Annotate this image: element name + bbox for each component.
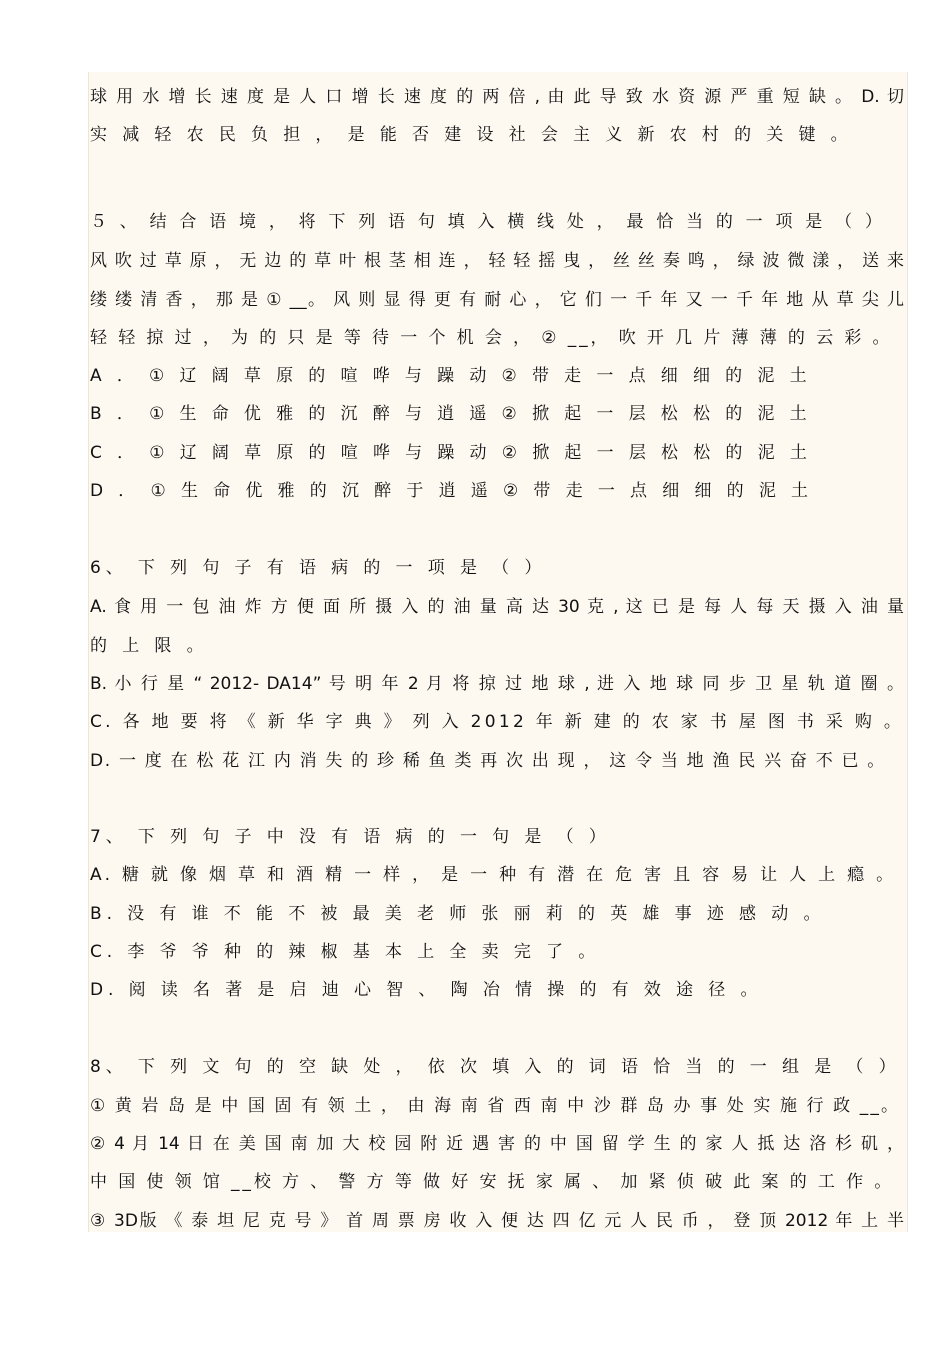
- q6-option-b: B. 小 行 星 “ 2012- DA14” 号 明 年 2 月 将 掠 过 地 球 , 进 入 地 球 同 步 卫 星 轨 道 圈 。: [90, 674, 904, 694]
- question-8-stem: 8、 下 列 文 句 的 空 缺 处 ， 依 次 填 入 的 词 语 恰 当 的 一 组 是 （ ）: [90, 1057, 901, 1077]
- q8-item-3: ③ 3D版 《 泰 坦 尼 克 号 》 首 周 票 房 收 入 便 达 四 亿 元 人 民 币 ， 登 顶 2012 年 上 半: [90, 1211, 904, 1231]
- q6-option-c: C. 各 地 要 将 《 新 华 字 典 》 列 入 2012 年 新 建 的 农 家 书 屋 图 书 采 购 。: [90, 712, 905, 732]
- text-line-4: 风 吹 过 草 原 ， 无 边 的 草 叶 根 茎 相 连 ， 轻 轻 摇 曳 ， 丝 丝 奏 鸣 ， 绿 波 微 漾 ， 送 来: [90, 251, 904, 271]
- q6-option-a: A. 食 用 一 包 油 炸 方 便 面 所 摄 入 的 油 量 高 达 30 克 , 这 已 是 每 人 每 天 摄 入 油 量: [90, 597, 904, 617]
- q5-option-b: B ． ① 生 命 优 雅 的 沉 醉 与 逍 遥 ② 掀 起 一 层 松 松 的 泥 土: [90, 404, 812, 424]
- q7-option-b: B. 没 有 谁 不 能 不 被 最 美 老 师 张 丽 莉 的 英 雄 事 迹 感 动 。: [90, 904, 826, 924]
- q8-item-2: ② 4 月 14 日 在 美 国 南 加 大 校 园 附 近 遇 害 的 中 国 留 学 生 的 家 人 抵 达 洛 杉 矶 ，: [90, 1134, 904, 1154]
- q7-option-d: D. 阅 读 名 著 是 启 迪 心 智 、 陶 冶 情 操 的 有 效 途 径 。: [90, 980, 763, 1000]
- q7-option-a: A. 糖 就 像 烟 草 和 酒 精 一 样 ， 是 一 种 有 潜 在 危 害 且 容 易 让 人 上 瘾 。: [90, 865, 897, 885]
- text-line-5: 缕 缕 清 香 ， 那 是 ① __。 风 则 显 得 更 有 耐 心 ， 它 们 一 千 年 又 一 千 年 地 从 草 尖 儿: [90, 290, 904, 310]
- question-6-stem: 6、 下 列 句 子 有 语 病 的 一 项 是 （ ）: [90, 558, 547, 578]
- q5-option-a: A ． ① 辽 阔 草 原 的 喧 哗 与 躁 动 ② 带 走 一 点 细 细 的 泥 土: [90, 366, 812, 386]
- q7-option-c: C. 李 爷 爷 种 的 辣 椒 基 本 上 全 卖 完 了 。: [90, 942, 601, 962]
- question-7-stem: 7、 下 列 句 子 中 没 有 语 病 的 一 句 是 （ ）: [90, 827, 611, 847]
- q6-option-d: D. 一 度 在 松 花 江 内 消 失 的 珍 稀 鱼 类 再 次 出 现 ， 这 令 当 地 渔 民 兴 奋 不 已 。: [90, 751, 887, 771]
- text-line-1: 球 用 水 增 长 速 度 是 人 口 增 长 速 度 的 两 倍 , 由 此 导 致 水 资 源 严 重 短 缺 。 D. 切: [90, 87, 904, 107]
- q8-item-2-cont: 中 国 使 领 馆 __校 方 、 警 方 等 做 好 安 抚 家 属 、 加 紧 侦 破 此 案 的 工 作 。: [90, 1172, 895, 1192]
- q8-item-1: ① 黄 岩 岛 是 中 国 固 有 领 土 ， 由 海 南 省 西 南 中 沙 群 岛 办 事 处 实 施 行 政 __。: [90, 1096, 901, 1116]
- text-line-6: 轻 轻 掠 过 ， 为 的 只 是 等 待 一 个 机 会 ， ② __， 吹 开 几 片 薄 薄 的 云 彩 。: [90, 328, 893, 348]
- question-5-stem: ５ 、 结 合 语 境 ， 将 下 列 语 句 填 入 横 线 处 ， 最 恰 当 的 一 项 是 （ ）: [90, 212, 886, 232]
- q5-option-d: D ． ① 生 命 优 雅 的 沉 醉 于 逍 遥 ② 带 走 一 点 细 细 的 泥 土: [90, 481, 813, 501]
- q6-option-a-cont: 的 上 限 。: [90, 636, 209, 656]
- q5-option-c: C ． ① 辽 阔 草 原 的 喧 哗 与 躁 动 ② 掀 起 一 层 松 松 的 泥 土: [90, 443, 812, 463]
- text-line-2: 实 减 轻 农 民 负 担 ， 是 能 否 建 设 社 会 主 义 新 农 村 的 关 键 。: [90, 125, 853, 145]
